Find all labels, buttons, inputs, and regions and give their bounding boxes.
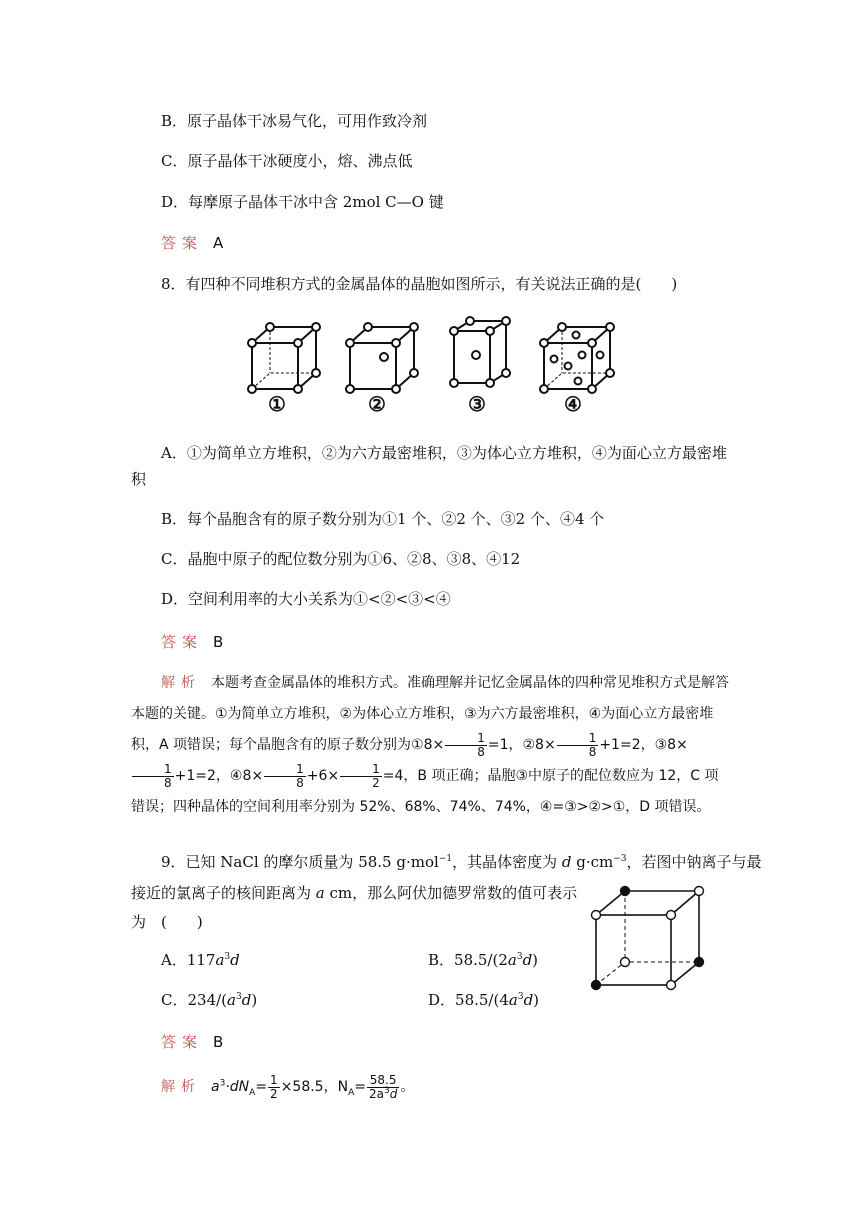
fig-label-1: ① (268, 392, 286, 416)
q8-option-c: C．晶胞中原子的配位数分别为①6、②8、③8、④12 (161, 550, 521, 568)
q8-analysis: 解析 本题考查金属晶体的堆积方式。准确理解并记忆金属晶体的四种常见堆积方式是解答本题的关键。①为简单立方堆积，②为体心立方堆积，③为六方最密堆积，④为面心立方最密堆积，A 项错误；每个晶胞含有的原子数分别为①8× $\frac{1}{8}$ =1，②8× $\frac{1}{8}$ +1=2，③8× $\frac{1}{8}$ +1=2，④8× $\frac{1}{8}$ +6× $\frac{1}{2}$ =4，B 项正确；晶胞③中原子的配位数应为 12，C 项错误；四种晶体的空间利用率分别为 52%、68%、74%、74%，④=③>②>①，D 项错误。 (131, 675, 729, 815)
q7-option-d: D．每摩原子晶体干冰中含 2mol C—O 键 (161, 193, 444, 211)
fraction-1-2: $\frac{1}{2}$ (340, 763, 382, 790)
q9-option-d: D．$58.5/(4a^3d)$ (428, 991, 540, 1009)
fraction-1-8: $\frac{1}{8}$ (264, 763, 306, 790)
fraction-1-2: $\frac{1}{2}$ (270, 1072, 278, 1101)
q8-option-d: D．空间利用率的大小关系为①<②<③<④ (161, 590, 451, 608)
q9-option-c: C．$234/(a^3d)$ (161, 991, 258, 1009)
fig-label-2: ② (368, 392, 386, 416)
q8-stem: 8．有四种不同堆积方式的金属晶体的晶胞如图所示，有关说法正确的是( ) (161, 275, 678, 293)
q8-answer: 答案 B (161, 633, 224, 651)
fig-label-4: ④ (564, 392, 582, 416)
analysis-label: 解析 (161, 1079, 201, 1095)
q9-stem-line2: 接近的氯离子的核间距离为 a cm，那么阿伏加德罗常数的值可表示 (131, 884, 578, 902)
unit-cell-simple-cubic (252, 327, 316, 389)
q9-stem-line3: 为 ( ) (131, 913, 203, 931)
q9-option-a: A．$117a^3d$ (161, 951, 240, 969)
q9-answer: 答案 B (161, 1033, 224, 1051)
q9-nacl-cell-figure (588, 884, 708, 994)
fraction-1-8: $\frac{1}{8}$ (132, 763, 174, 790)
q8-option-a-line1: A．①为简单立方堆积，②为六方最密堆积，③为体心立方堆积，④为面心立方最密堆 (161, 444, 727, 462)
fraction-result: $\frac{58.5}{2a^3d}$ (368, 1072, 398, 1101)
answer-label: 答案 (161, 1033, 204, 1051)
q9-option-b: B．$58.5/(2a^3d)$ (428, 951, 539, 969)
q8-option-b: B．每个晶胞含有的原子数分别为①1 个、②2 个、③2 个、④4 个 (161, 510, 605, 528)
fig-label-3: ③ (468, 392, 486, 416)
fraction-1-8: $\frac{1}{8}$ (445, 732, 487, 759)
answer-label: 答案 (161, 234, 204, 252)
analysis-label: 解析 (161, 675, 201, 691)
fraction-1-8: $\frac{1}{8}$ (557, 732, 599, 759)
q8-option-a-line2: 积 (131, 470, 147, 488)
answer-label: 答案 (161, 633, 204, 651)
q9-stem-line1: 9．已知 NaCl 的摩尔质量为 58.5 g·mol$^{-1}$，其晶体密度为 d $g\cdot cm^{-3}$，若图中钠离子与最 (161, 853, 762, 871)
q9-analysis: 解析 $a^3\cdot dN_A=$ $\frac{1}{2}$ ×58.5，$N_A=$ $\frac{58.5}{2a^3d}$ 。 (161, 1072, 415, 1101)
q7-answer: 答案 A (161, 234, 224, 252)
q7-option-c: C．原子晶体干冰硬度小，熔、沸点低 (161, 152, 413, 170)
q7-option-b: B．原子晶体干冰易气化，可用作致冷剂 (161, 112, 428, 130)
